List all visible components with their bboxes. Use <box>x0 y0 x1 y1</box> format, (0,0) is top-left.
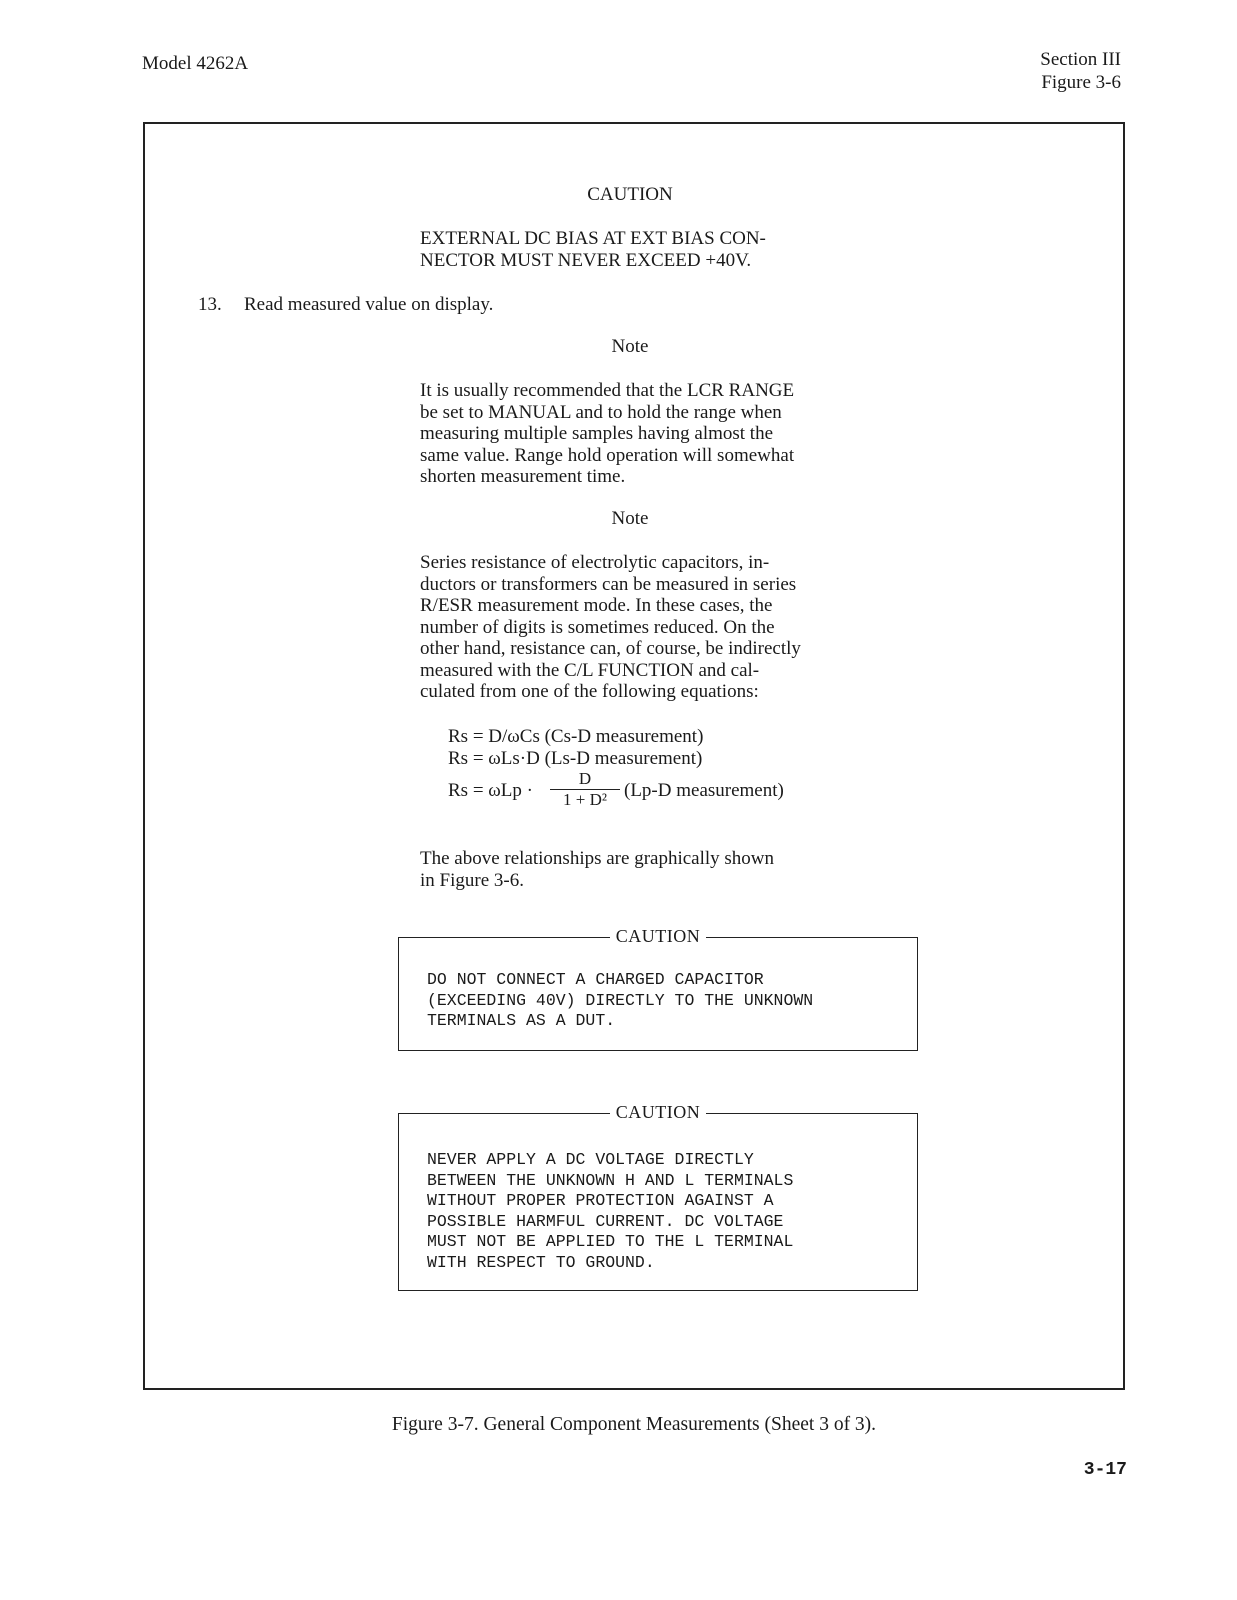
note-line: ductors or transformers can be measured in series <box>420 573 797 595</box>
caution-box-line: (EXCEEDING 40V) DIRECTLY TO THE UNKNOWN <box>427 990 814 1010</box>
note-text <box>420 552 801 703</box>
note-line: It is usually recommended that the LCR RANGE <box>420 380 795 401</box>
note-line: measured with the C/L FUNCTION and cal- <box>420 659 760 681</box>
step-text: Read measured value on display. <box>244 294 494 315</box>
equation-fraction <box>550 770 620 809</box>
caution-box-line: TERMINALS AS A DUT. <box>427 1011 616 1030</box>
note-line: Series resistance of electrolytic capacitors, in- <box>420 552 770 573</box>
caution-box-line: DO NOT CONNECT A CHARGED CAPACITOR <box>427 970 764 989</box>
model-label: Model 4262A <box>142 53 249 74</box>
note-line: other hand, resistance can, of course, be indirectly <box>420 638 801 659</box>
caution-box-line: POSSIBLE HARMFUL CURRENT. DC VOLTAGE <box>427 1211 784 1231</box>
figure-ref-label: Figure 3-6 <box>1041 72 1121 93</box>
caution-box-text <box>427 1150 793 1273</box>
caution-box-title: CAUTION <box>399 1102 917 1123</box>
equation-ls-d: Rs = ωLs·D (Ls-D measurement) <box>448 747 703 769</box>
caution-box-line: WITH RESPECT TO GROUND. <box>427 1252 655 1272</box>
figure-caption: Figure 3-7. General Component Measurements (Sheet 3 of 3). <box>391 1414 877 1435</box>
equation-suffix: (Lp-D measurement) <box>624 780 784 801</box>
caution-heading: CAUTION <box>587 184 673 205</box>
note-text <box>420 380 794 488</box>
caution-box-dc-voltage <box>398 1102 918 1291</box>
fraction-numerator: D <box>578 769 592 788</box>
caution-box-title: CAUTION <box>399 926 917 947</box>
note-line: culated from one of the following equations: <box>420 681 759 702</box>
step-number: 13. <box>198 294 222 315</box>
relationship-line: in Figure 3-6. <box>420 869 524 891</box>
note-heading: Note <box>611 336 649 357</box>
caution-line: NECTOR MUST NEVER EXCEED +40V. <box>420 250 752 271</box>
equation-cs-d: Rs = D/ωCs (Cs-D measurement) <box>448 726 704 747</box>
note-line: number of digits is sometimes reduced. On the <box>420 616 775 638</box>
caution-line: EXTERNAL DC BIAS AT EXT BIAS CON- <box>420 228 766 249</box>
section-ref <box>1040 48 1121 94</box>
equation-prefix: Rs = ωLp · <box>448 780 533 801</box>
note-line: shorten measurement time. <box>420 466 626 487</box>
page-number: 3-17 <box>1083 1460 1127 1480</box>
note-line: R/ESR measurement mode. In these cases, the <box>420 595 773 616</box>
relationship-line: The above relationships are graphically shown <box>420 848 775 869</box>
caution-box-line: NEVER APPLY A DC VOLTAGE DIRECTLY <box>427 1150 754 1169</box>
note-line: be set to MANUAL and to hold the range when <box>420 401 782 423</box>
note-heading: Note <box>611 508 649 529</box>
section-label: Section III <box>1040 49 1121 70</box>
caution-box-text <box>427 970 813 1032</box>
note-line: same value. Range hold operation will somewhat <box>420 444 795 466</box>
step-13 <box>198 294 493 316</box>
note-line: measuring multiple samples having almost the <box>420 423 774 444</box>
equations <box>448 726 703 769</box>
caution-box-line: MUST NOT BE APPLIED TO THE L TERMINAL <box>427 1232 794 1251</box>
caution-text <box>420 228 766 272</box>
fraction-denominator: 1 + D² <box>563 790 607 809</box>
relationship-text <box>420 848 774 891</box>
caution-box-line: BETWEEN THE UNKNOWN H AND L TERMINALS <box>427 1170 794 1190</box>
caution-box-line: WITHOUT PROPER PROTECTION AGAINST A <box>427 1191 774 1210</box>
caution-box-charged-capacitor <box>398 926 918 1051</box>
